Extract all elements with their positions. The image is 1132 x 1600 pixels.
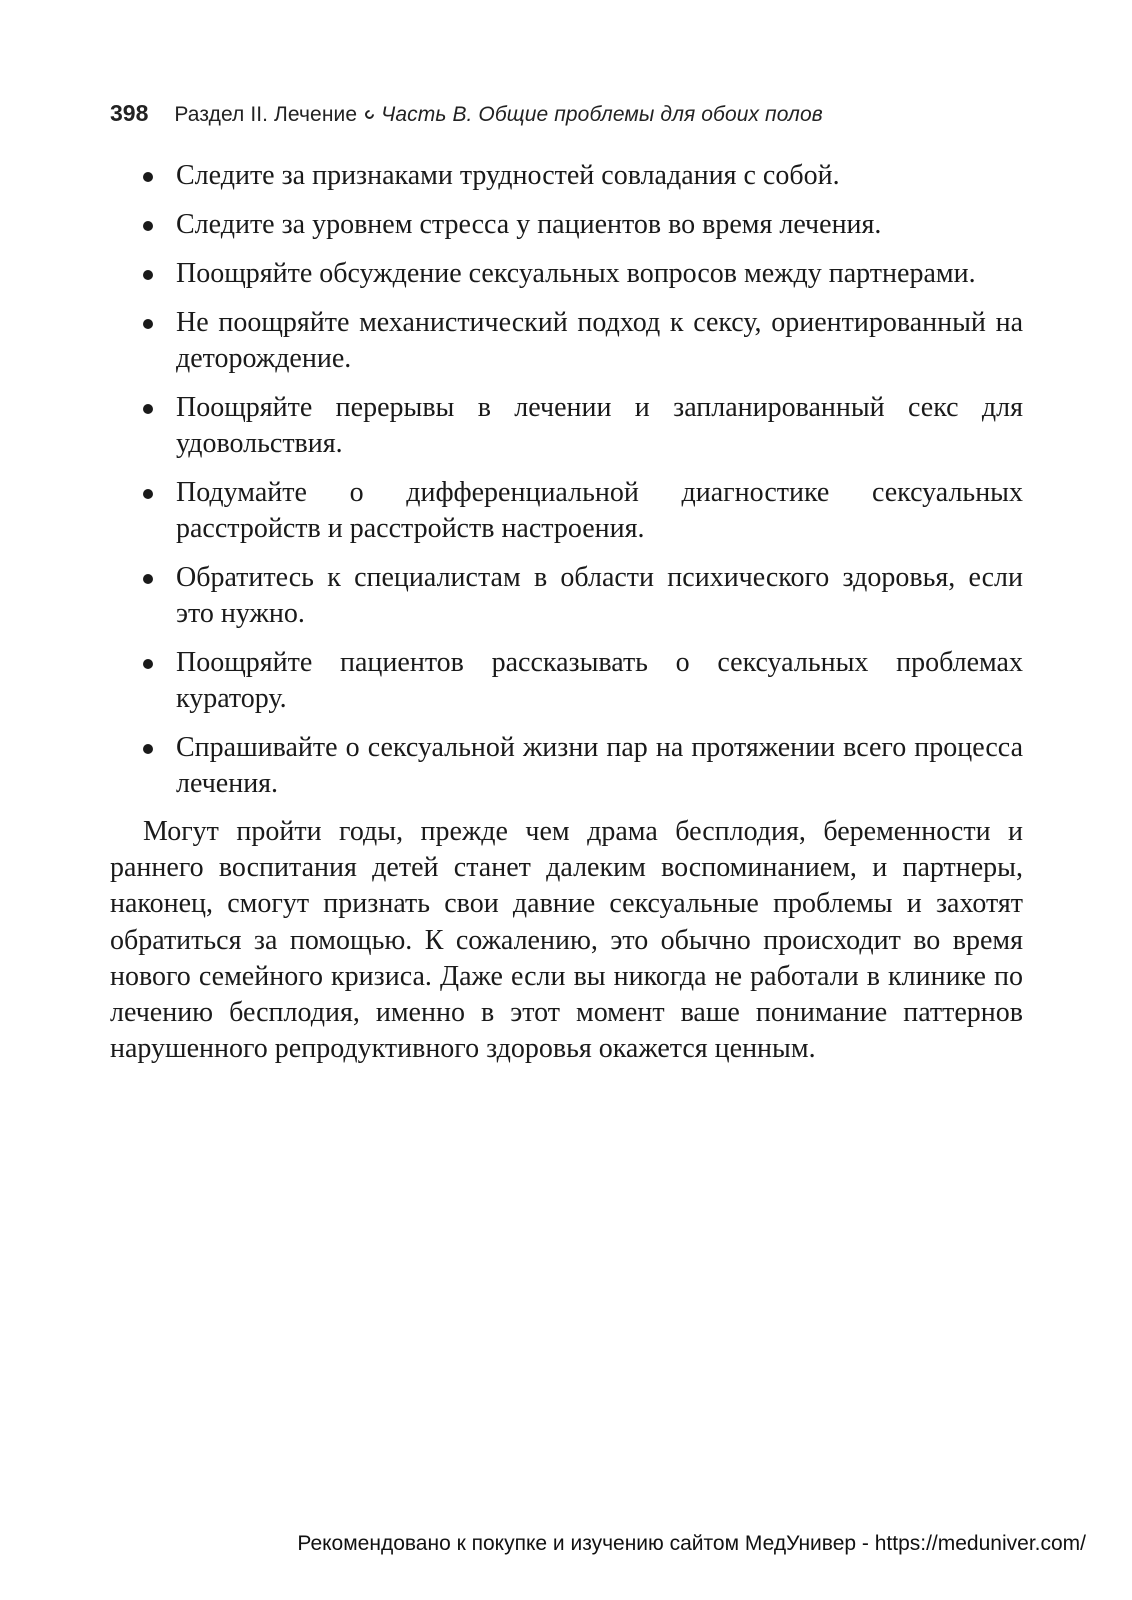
bullet-icon (143, 574, 153, 584)
list-item-text: Следите за уровнем стресса у пациентов во время лечения. (176, 209, 882, 240)
list-item-text: Поощряйте пациентов рассказывать о сексуальных проблемах куратору. (176, 647, 1023, 714)
list-item (143, 256, 1023, 292)
list-item (143, 475, 1023, 547)
bullet-icon (143, 172, 153, 182)
part-title: Часть B. Общие проблемы для обоих полов (381, 103, 823, 126)
page-number: 398 (110, 100, 149, 126)
list-item-text: Поощряйте обсуждение сексуальных вопросов между партнерами. (176, 258, 976, 289)
list-item (143, 158, 1023, 194)
bullet-icon (143, 319, 153, 329)
list-item (143, 560, 1023, 632)
bullet-icon (143, 489, 153, 499)
bullet-icon (143, 270, 153, 280)
bullet-icon (143, 744, 153, 754)
section-title: Раздел II. Лечение (174, 103, 358, 126)
bullet-icon (143, 659, 153, 669)
list-item (143, 730, 1023, 802)
body-paragraph: Могут пройти годы, прежде чем драма бесплодия, беременности и раннего воспитания детей станет далеким воспоминанием, и партнеры, наконец, смогут признать свои давние сексуальные проблемы и захотят обратиться за помощью. К сожалению, это обычно происходит во время нового семейного кризиса. Даже если вы никогда не работали в клинике по лечению бесплодия, именно в этот момент ваше понимание паттернов нарушенного репродуктивного здоровья окажется ценным. (110, 816, 1023, 1065)
bullet-icon (143, 221, 153, 231)
list-item (143, 390, 1023, 462)
separator-icon (363, 108, 376, 121)
bullet-icon (143, 404, 153, 414)
list-item (143, 305, 1023, 377)
list-item-text: Поощряйте перерывы в лечении и запланированный секс для удовольствия. (176, 392, 1023, 459)
list-item-text: Обратитесь к специалистам в области психического здоровья, если это нужно. (176, 562, 1023, 629)
recommendation-list (143, 158, 1023, 815)
running-head (110, 100, 1022, 132)
list-item (143, 207, 1023, 243)
list-item-text: Следите за признаками трудностей совладания с собой. (176, 160, 840, 191)
list-item-text: Не поощряйте механистический подход к сексу, ориентированный на деторождение. (176, 307, 1023, 374)
list-item-text: Подумайте о дифференциальной диагностике сексуальных расстройств и расстройств настроения. (176, 477, 1023, 544)
watermark-text: Рекомендовано к покупке и изучению сайтом МедУнивер - https://meduniver.com/ (297, 1532, 1086, 1555)
list-item (143, 645, 1023, 717)
list-item-text: Спрашивайте о сексуальной жизни пар на протяжении всего процесса лечения. (176, 732, 1023, 799)
